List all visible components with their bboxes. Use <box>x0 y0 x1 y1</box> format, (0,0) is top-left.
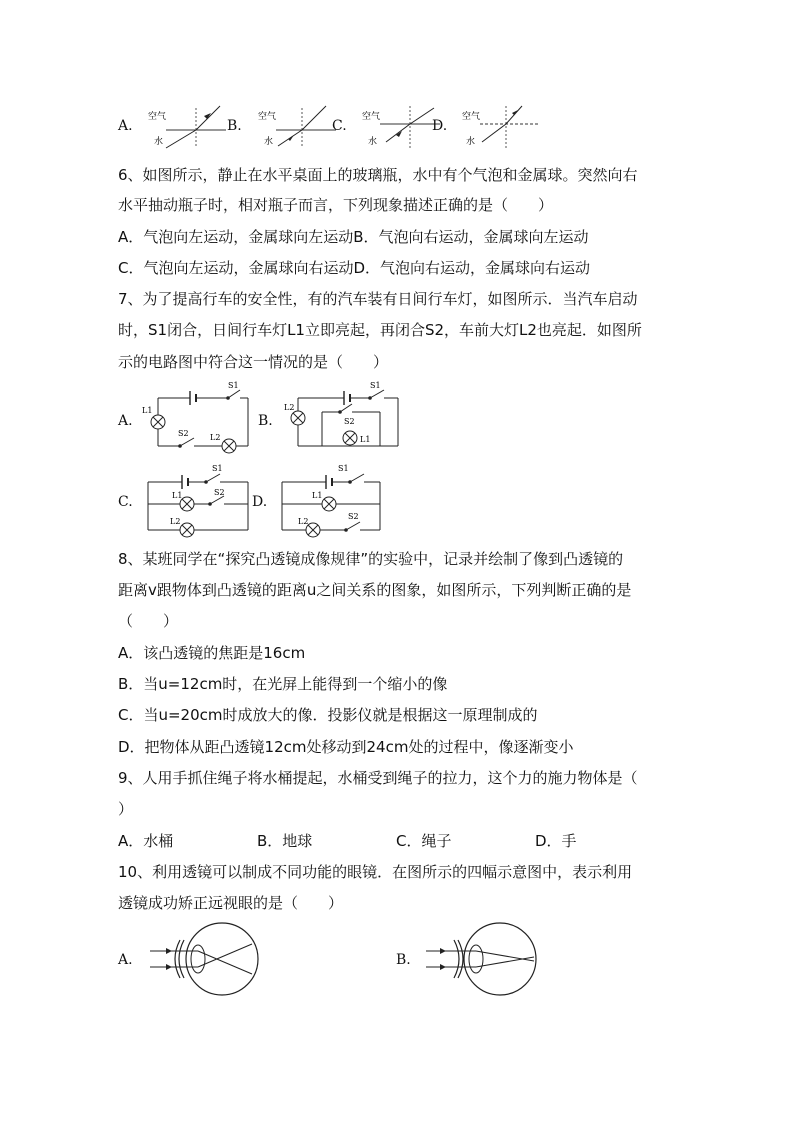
svg-text:L2: L2 <box>170 517 181 526</box>
q10-option-a-label: A. <box>118 952 133 968</box>
q5-option-b-figure <box>248 102 340 150</box>
water-label: 水 <box>368 137 378 147</box>
q6-options-line-1: A．气泡向左运动，金属球向左运动B．气泡向右运动，金属球向左运动 <box>118 228 589 246</box>
q6-stem-line-1: 6、如图所示，静止在水平桌面上的玻璃瓶，水中有个气泡和金属球。突然向右 <box>118 166 638 184</box>
q7-circuit-b <box>280 378 406 456</box>
q9-option-a: A．水桶 <box>118 832 174 850</box>
q10-option-b-label: B. <box>396 952 411 968</box>
svg-text:S2: S2 <box>348 512 359 521</box>
svg-text:S1: S1 <box>338 464 349 473</box>
svg-text:S2: S2 <box>214 488 225 497</box>
svg-text:L2: L2 <box>210 433 221 442</box>
q10-eye-diagram-a <box>142 918 264 1000</box>
svg-text:L2: L2 <box>298 517 309 526</box>
q5-option-c-label: C. <box>332 118 347 134</box>
svg-text:S1: S1 <box>370 381 381 390</box>
q5-option-d-figure <box>452 102 544 150</box>
air-label: 空气 <box>362 112 381 122</box>
q5-option-d-label: D. <box>432 118 448 134</box>
air-label: 空气 <box>462 112 481 122</box>
water-label: 水 <box>264 137 274 147</box>
q9-stem-line-2: ） <box>118 800 134 818</box>
q5-option-a-figure <box>138 102 230 150</box>
water-label: 水 <box>466 137 476 147</box>
q8-stem-line-1: 8、某班同学在“探究凸透镜成像规律”的实验中，记录并绘制了像到凸透镜的 <box>118 550 624 568</box>
q7-option-d-label: D. <box>252 494 268 510</box>
svg-text:L1: L1 <box>360 435 371 444</box>
q7-stem-line-1: 7、为了提高行车的安全性，有的汽车装有日间行车灯，如图所示．当汽车启动 <box>118 290 638 308</box>
q8-option-a: A．该凸透镜的焦距是16cm <box>118 644 306 662</box>
q5-option-c-figure <box>352 102 444 150</box>
q6-stem-line-2: 水平抽动瓶子时，相对瓶子而言，下列现象描述正确的是（ ） <box>118 196 554 214</box>
svg-text:S1: S1 <box>228 381 239 390</box>
svg-text:L1: L1 <box>142 406 153 415</box>
q6-options-line-2: C．气泡向左运动，金属球向右运动D．气泡向右运动，金属球向右运动 <box>118 259 591 277</box>
q7-stem-line-3: 示的电路图中符合这一情况的是（ ） <box>118 353 389 371</box>
q7-option-c-label: C. <box>118 494 133 510</box>
svg-text:L1: L1 <box>312 491 323 500</box>
air-label: 空气 <box>258 112 277 122</box>
q8-option-b: B．当u=12cm时，在光屏上能得到一个缩小的像 <box>118 675 448 693</box>
q9-option-c: C．绳子 <box>396 832 452 850</box>
q5-option-a-label: A. <box>118 118 133 134</box>
q8-stem-line-2: 距离v跟物体到凸透镜的距离u之间关系的图象，如图所示，下列判断正确的是 <box>118 581 632 599</box>
water-label: 水 <box>154 137 164 147</box>
svg-text:S2: S2 <box>344 417 355 426</box>
q8-option-d: D．把物体从距凸透镜12cm处移动到24cm处的过程中，像逐渐变小 <box>118 738 574 756</box>
q7-circuit-a <box>140 378 252 456</box>
svg-text:S1: S1 <box>212 464 223 473</box>
q9-option-b: B．地球 <box>257 832 313 850</box>
q8-option-c: C．当u=20cm时成放大的像．投影仪就是根据这一原理制成的 <box>118 706 538 724</box>
q7-option-b-label: B. <box>258 413 273 429</box>
q8-stem-line-3: （ ） <box>118 612 179 630</box>
q10-eye-diagram-b <box>420 918 542 1000</box>
svg-text:L2: L2 <box>284 403 295 412</box>
q7-circuit-d <box>272 460 392 536</box>
svg-text:S2: S2 <box>178 429 189 438</box>
q7-stem-line-2: 时，S1闭合，日间行车灯L1立即亮起，再闭合S2，车前大灯L2也亮起．如图所 <box>118 321 642 339</box>
q7-circuit-c <box>140 460 252 536</box>
q9-stem-line-1: 9、人用手抓住绳子将水桶提起，水桶受到绳子的拉力，这个力的施力物体是（ <box>118 769 638 787</box>
q10-stem-line-2: 透镜成功矫正远视眼的是（ ） <box>118 894 344 912</box>
air-label: 空气 <box>148 112 167 122</box>
svg-text:L1: L1 <box>172 491 183 500</box>
q10-stem-line-1: 10、利用透镜可以制成不同功能的眼镜．在图所示的四幅示意图中，表示利用 <box>118 863 633 881</box>
q7-option-a-label: A. <box>118 413 133 429</box>
q5-option-b-label: B. <box>227 118 242 134</box>
q9-option-d: D．手 <box>535 832 577 850</box>
